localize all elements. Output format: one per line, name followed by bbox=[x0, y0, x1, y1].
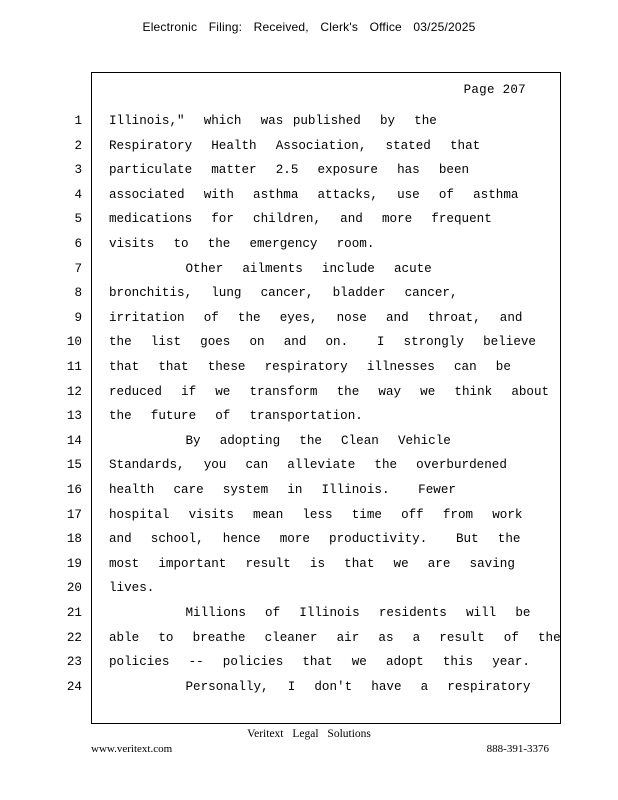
line-text: particulate matter 2.5 exposure has been bbox=[109, 163, 470, 178]
line-number: 20 bbox=[66, 581, 82, 596]
footer-company: Veritext Legal Solutions bbox=[247, 728, 371, 740]
line-number: 16 bbox=[66, 483, 82, 497]
line-number: 18 bbox=[66, 532, 82, 547]
line-number: 19 bbox=[66, 556, 82, 571]
line-text: Millions of Illinois residents will be bbox=[109, 606, 531, 620]
line-text: reduced if we transform the way we think about bbox=[109, 384, 550, 399]
line-number: 6 bbox=[74, 237, 82, 251]
line-text: Illinois," which was published by the bbox=[109, 114, 437, 128]
line-number: 2 bbox=[74, 138, 82, 153]
line-text: that that these respiratory illnesses can be bbox=[109, 360, 511, 374]
line-number: 9 bbox=[74, 310, 82, 325]
line-text: policies -- policies that we adopt this year. bbox=[109, 655, 530, 670]
line-number: 15 bbox=[66, 458, 82, 473]
line-text: medications for children, and more frequent bbox=[109, 212, 492, 227]
line-text: Respiratory Health Association, stated that bbox=[109, 138, 481, 153]
line-number: 10 bbox=[66, 335, 82, 350]
filing-header: Electronic Filing: Received, Clerk's Office 03/25/2025 bbox=[142, 20, 476, 34]
line-number: 21 bbox=[66, 606, 82, 620]
line-text: Standards, you can alleviate the overburdened bbox=[109, 458, 507, 473]
footer-website: www.veritext.com bbox=[91, 743, 173, 755]
line-number: 3 bbox=[74, 163, 82, 178]
line-text: visits to the emergency room. bbox=[109, 237, 375, 251]
footer-phone: 888-391-3376 bbox=[486, 743, 549, 755]
line-number: 23 bbox=[66, 655, 82, 670]
line-text: lives. bbox=[109, 581, 155, 596]
line-text: hospital visits mean less time off from work bbox=[109, 507, 523, 522]
line-number: 5 bbox=[74, 212, 82, 227]
line-number: 8 bbox=[74, 286, 82, 301]
line-number: 22 bbox=[66, 630, 82, 645]
line-text: most important result is that we are saving bbox=[109, 556, 515, 571]
line-number: 7 bbox=[74, 261, 82, 276]
line-text: irritation of the eyes, nose and throat, and bbox=[109, 310, 523, 325]
line-number: 12 bbox=[66, 384, 82, 399]
line-text: the list goes on and on. I strongly believe bbox=[109, 335, 536, 350]
line-text: and school, hence more productivity. But the bbox=[109, 532, 521, 547]
line-text: Other ailments include acute bbox=[109, 261, 432, 276]
line-text: able to breathe cleaner air as a result of the bbox=[109, 630, 561, 645]
page-number: Page 207 bbox=[463, 83, 526, 97]
line-text: the future of transportation. bbox=[109, 409, 363, 424]
line-text: By adopting the Clean Vehicle bbox=[109, 433, 451, 448]
line-text: associated with asthma attacks, use of asthma bbox=[109, 187, 519, 202]
line-text: Personally, I don't have a respiratory bbox=[109, 679, 531, 694]
line-number: 4 bbox=[74, 187, 82, 202]
line-text: health care system in Illinois. Fewer bbox=[109, 483, 456, 497]
line-number: 17 bbox=[66, 507, 82, 522]
line-number: 24 bbox=[66, 679, 82, 694]
line-text: bronchitis, lung cancer, bladder cancer, bbox=[109, 286, 458, 301]
line-number: 11 bbox=[66, 360, 82, 374]
line-number: 13 bbox=[66, 409, 82, 424]
line-number: 14 bbox=[66, 433, 82, 448]
line-number: 1 bbox=[74, 114, 82, 128]
